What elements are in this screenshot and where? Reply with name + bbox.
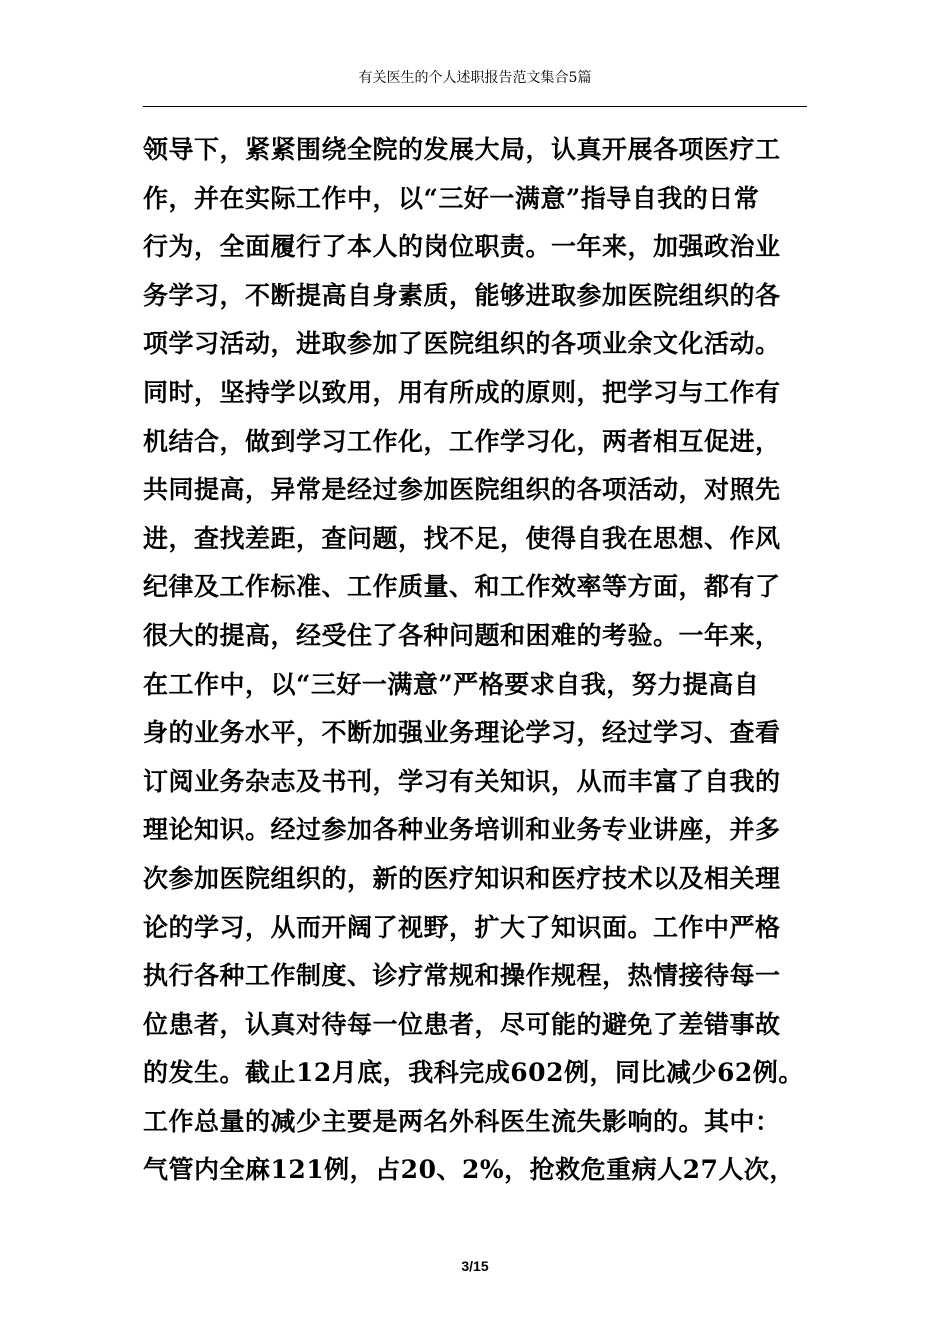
- text-line: 很大的提高，经受住了各种问题和困难的考验。一年来，: [143, 620, 781, 650]
- text-line: 项学习活动，进取参加了医院组织的各项业余文化活动。: [143, 329, 781, 359]
- text-line: 行为，全面履行了本人的岗位职责。一年来，加强政治业: [143, 232, 781, 262]
- text-line: 工作总量的减少主要是两名外科医生流失影响的。其中：: [143, 1106, 781, 1136]
- text-line: 进，查找差距，查问题，找不足，使得自我在思想、作风: [143, 523, 781, 553]
- text-line: 机结合，做到学习工作化，工作学习化，两者相互促进，: [143, 426, 781, 456]
- text-line: 务学习，不断提高自身素质，能够进取参加医院组织的各: [143, 280, 781, 310]
- page-number: 3/15: [461, 1258, 489, 1274]
- text-line: 身的业务水平，不断加强业务理论学习，经过学习、查看: [143, 718, 781, 748]
- text-line: 订阅业务杂志及书刊，学习有关知识，从而丰富了自我的: [143, 766, 781, 796]
- text-line: 的发生。截止12月底，我科完成602例，同比减少62例。: [143, 1058, 804, 1088]
- text-line: 纪律及工作标准、工作质量、和工作效率等方面，都有了: [143, 572, 781, 602]
- text-line: 同时，坚持学以致用，用有所成的原则，把学习与工作有: [143, 377, 781, 407]
- text-line: 气管内全麻121例，占20、2%，抢救危重病人27人次，: [143, 1155, 795, 1185]
- text-line: 论的学习，从而开阔了视野，扩大了知识面。工作中严格: [143, 912, 781, 942]
- text-line: 理论知识。经过参加各种业务培训和业务专业讲座，并多: [143, 815, 781, 845]
- text-line: 在工作中，以“三好一满意”严格要求自我，努力提高自: [143, 669, 760, 699]
- text-line: 次参加医院组织的，新的医疗知识和医疗技术以及相关理: [143, 863, 781, 893]
- body-text: [143, 126, 843, 1195]
- text-line: 领导下，紧紧围绕全院的发展大局，认真开展各项医疗工: [143, 135, 781, 164]
- page-header-title: 有关医生的个人述职报告范文集合5篇: [358, 70, 592, 86]
- header-divider: [143, 106, 807, 107]
- text-line: 执行各种工作制度、诊疗常规和操作规程，热情接待每一: [143, 961, 781, 991]
- text-line: 共同提高，异常是经过参加医院组织的各项活动，对照先: [143, 475, 781, 505]
- text-line: 位患者，认真对待每一位患者，尽可能的避免了差错事故: [143, 1009, 781, 1039]
- text-line: 作，并在实际工作中，以“三好一满意”指导自我的日常: [143, 183, 760, 213]
